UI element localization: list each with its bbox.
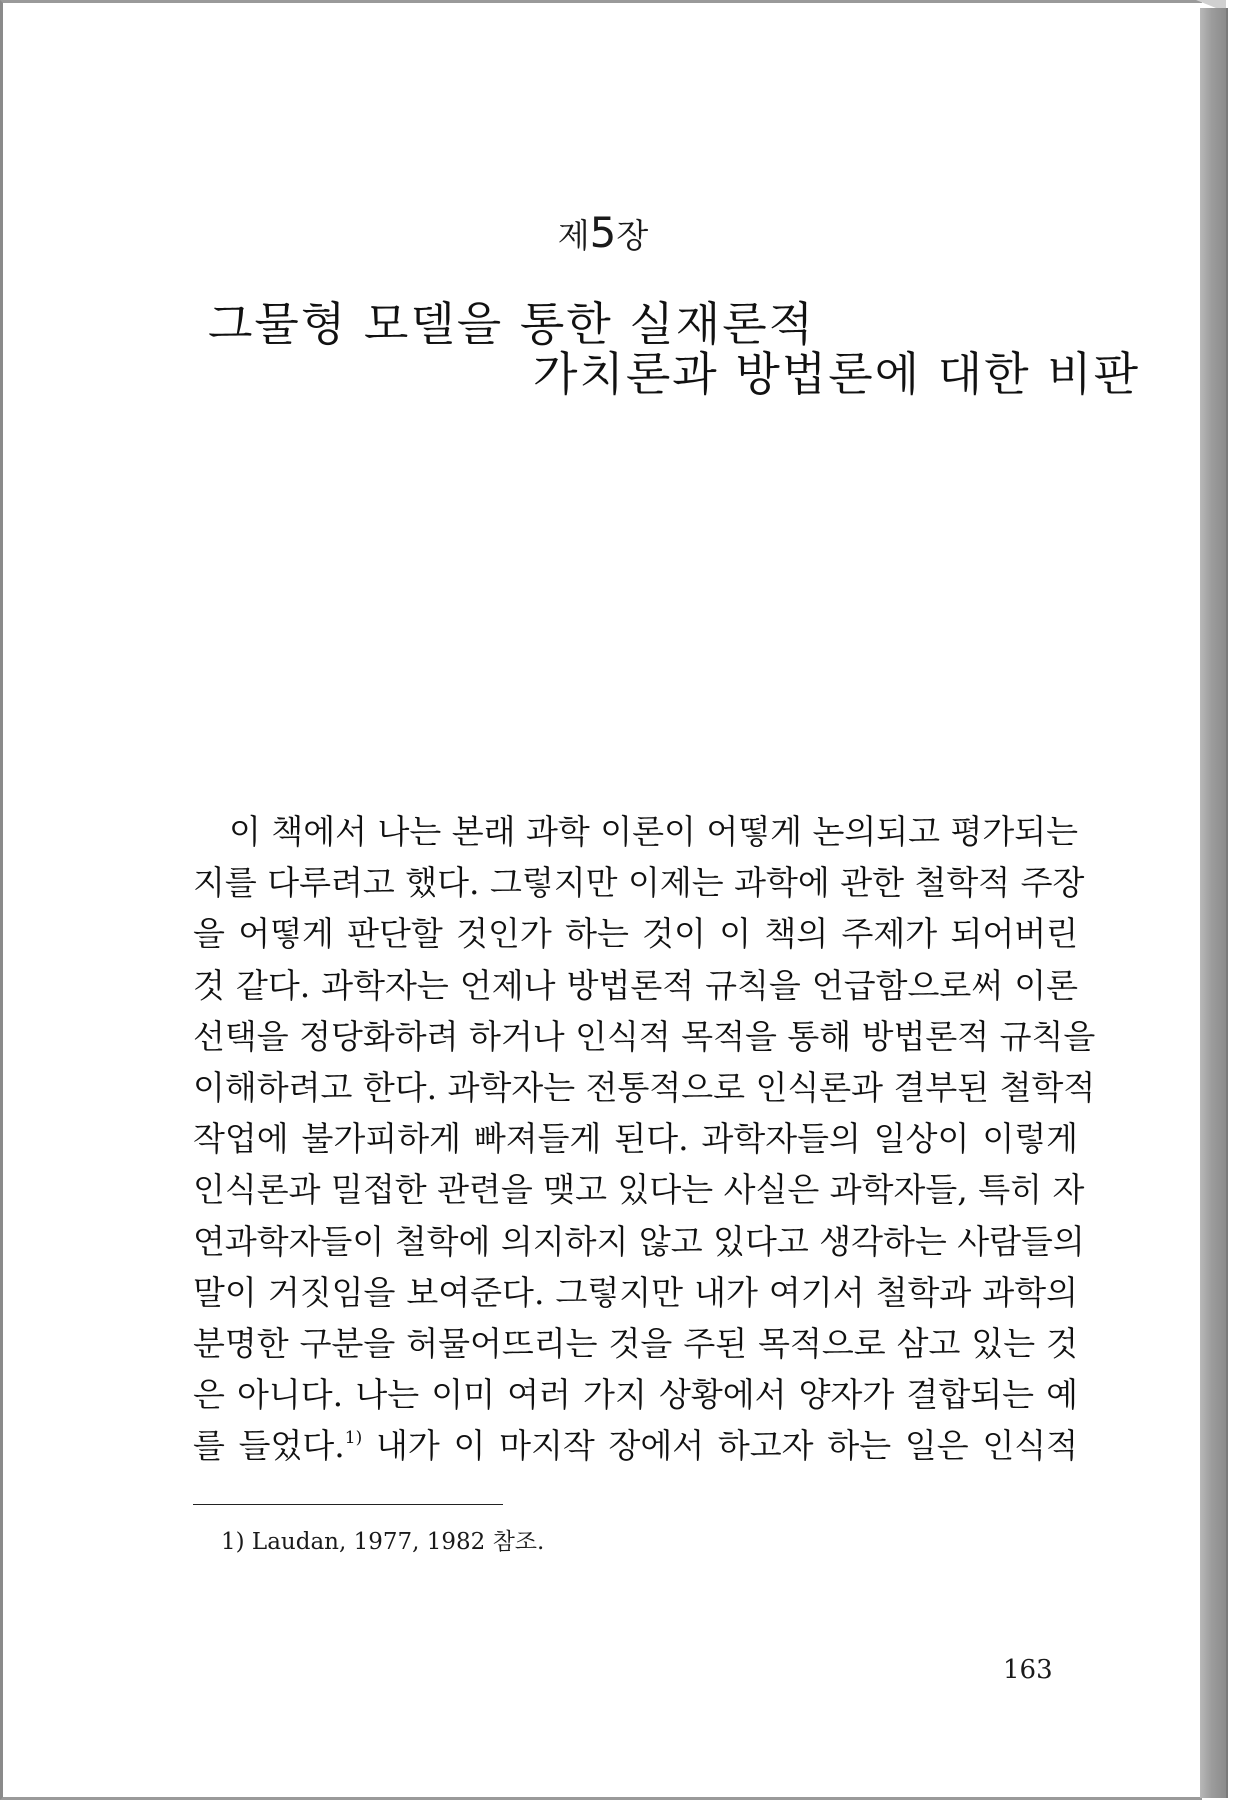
body-paragraph — [193, 806, 1096, 1472]
chapter-suffix: 장 — [616, 216, 649, 255]
body-line: 은 아니다. 나는 이미 여러 가지 상황에서 양자가 결합되는 예 — [193, 1375, 1078, 1415]
body-line: 선택을 정당화하려 하거나 인식적 목적을 통해 방법론적 규칙을 — [193, 1016, 1096, 1056]
body-line: 이해하려고 한다. 과학자는 전통적으로 인식론과 결부된 철학적 — [193, 1068, 1096, 1108]
body-line: 을 어떻게 판단할 것인가 하는 것이 이 책의 주제가 되어버린 — [193, 914, 1078, 954]
body-line-tail: 내가 이 마지작 장에서 하고자 하는 일은 인식적 — [362, 1426, 1078, 1466]
body-line: 것 같다. 과학자는 언제나 방법론적 규칙을 언급함으로써 이론 — [193, 965, 1078, 1005]
body-line: 인식론과 밀접한 관련을 맺고 있다는 사실은 과학자들, 특히 자 — [193, 1170, 1085, 1210]
body-line: 분명한 구분을 허물어뜨리는 것을 주된 목적으로 삼고 있는 것 — [193, 1324, 1078, 1364]
chapter-number — [3, 208, 1203, 257]
body-line: 지를 다루려고 했다. 그렇지만 이제는 과학에 관한 철학적 주장 — [193, 863, 1085, 903]
body-line: 말이 거짓임을 보여준다. 그렇지만 내가 여기서 철학과 과학의 — [193, 1272, 1078, 1312]
footnote-divider — [193, 1504, 503, 1505]
chapter-prefix: 제 — [557, 216, 590, 255]
footnote-reference[interactable]: 1) — [344, 1428, 363, 1449]
page-number: 163 — [1003, 1655, 1053, 1685]
footnote: 1) Laudan, 1977, 1982 참조. — [221, 1529, 545, 1555]
body-line-head: 를 들었다. — [193, 1426, 345, 1466]
body-line-last — [193, 1420, 1078, 1471]
chapter-title-line-1: 그물형 모델을 통한 실재론적 — [208, 297, 816, 351]
body-line: 이 책에서 나는 본래 과학 이론이 어떻게 논의되고 평가되는 — [229, 812, 1078, 851]
chapter-digit: 5 — [589, 208, 617, 257]
chapter-title-line-2: 가치론과 방법론에 대한 비판 — [533, 347, 1141, 401]
page-stack-edge — [1200, 8, 1228, 1798]
body-line: 연과학자들이 철학에 의지하지 않고 있다고 생각하는 사람들의 — [193, 1221, 1085, 1261]
body-line: 작업에 불가피하게 빠져들게 된다. 과학자들의 일상이 이렇게 — [193, 1119, 1078, 1159]
